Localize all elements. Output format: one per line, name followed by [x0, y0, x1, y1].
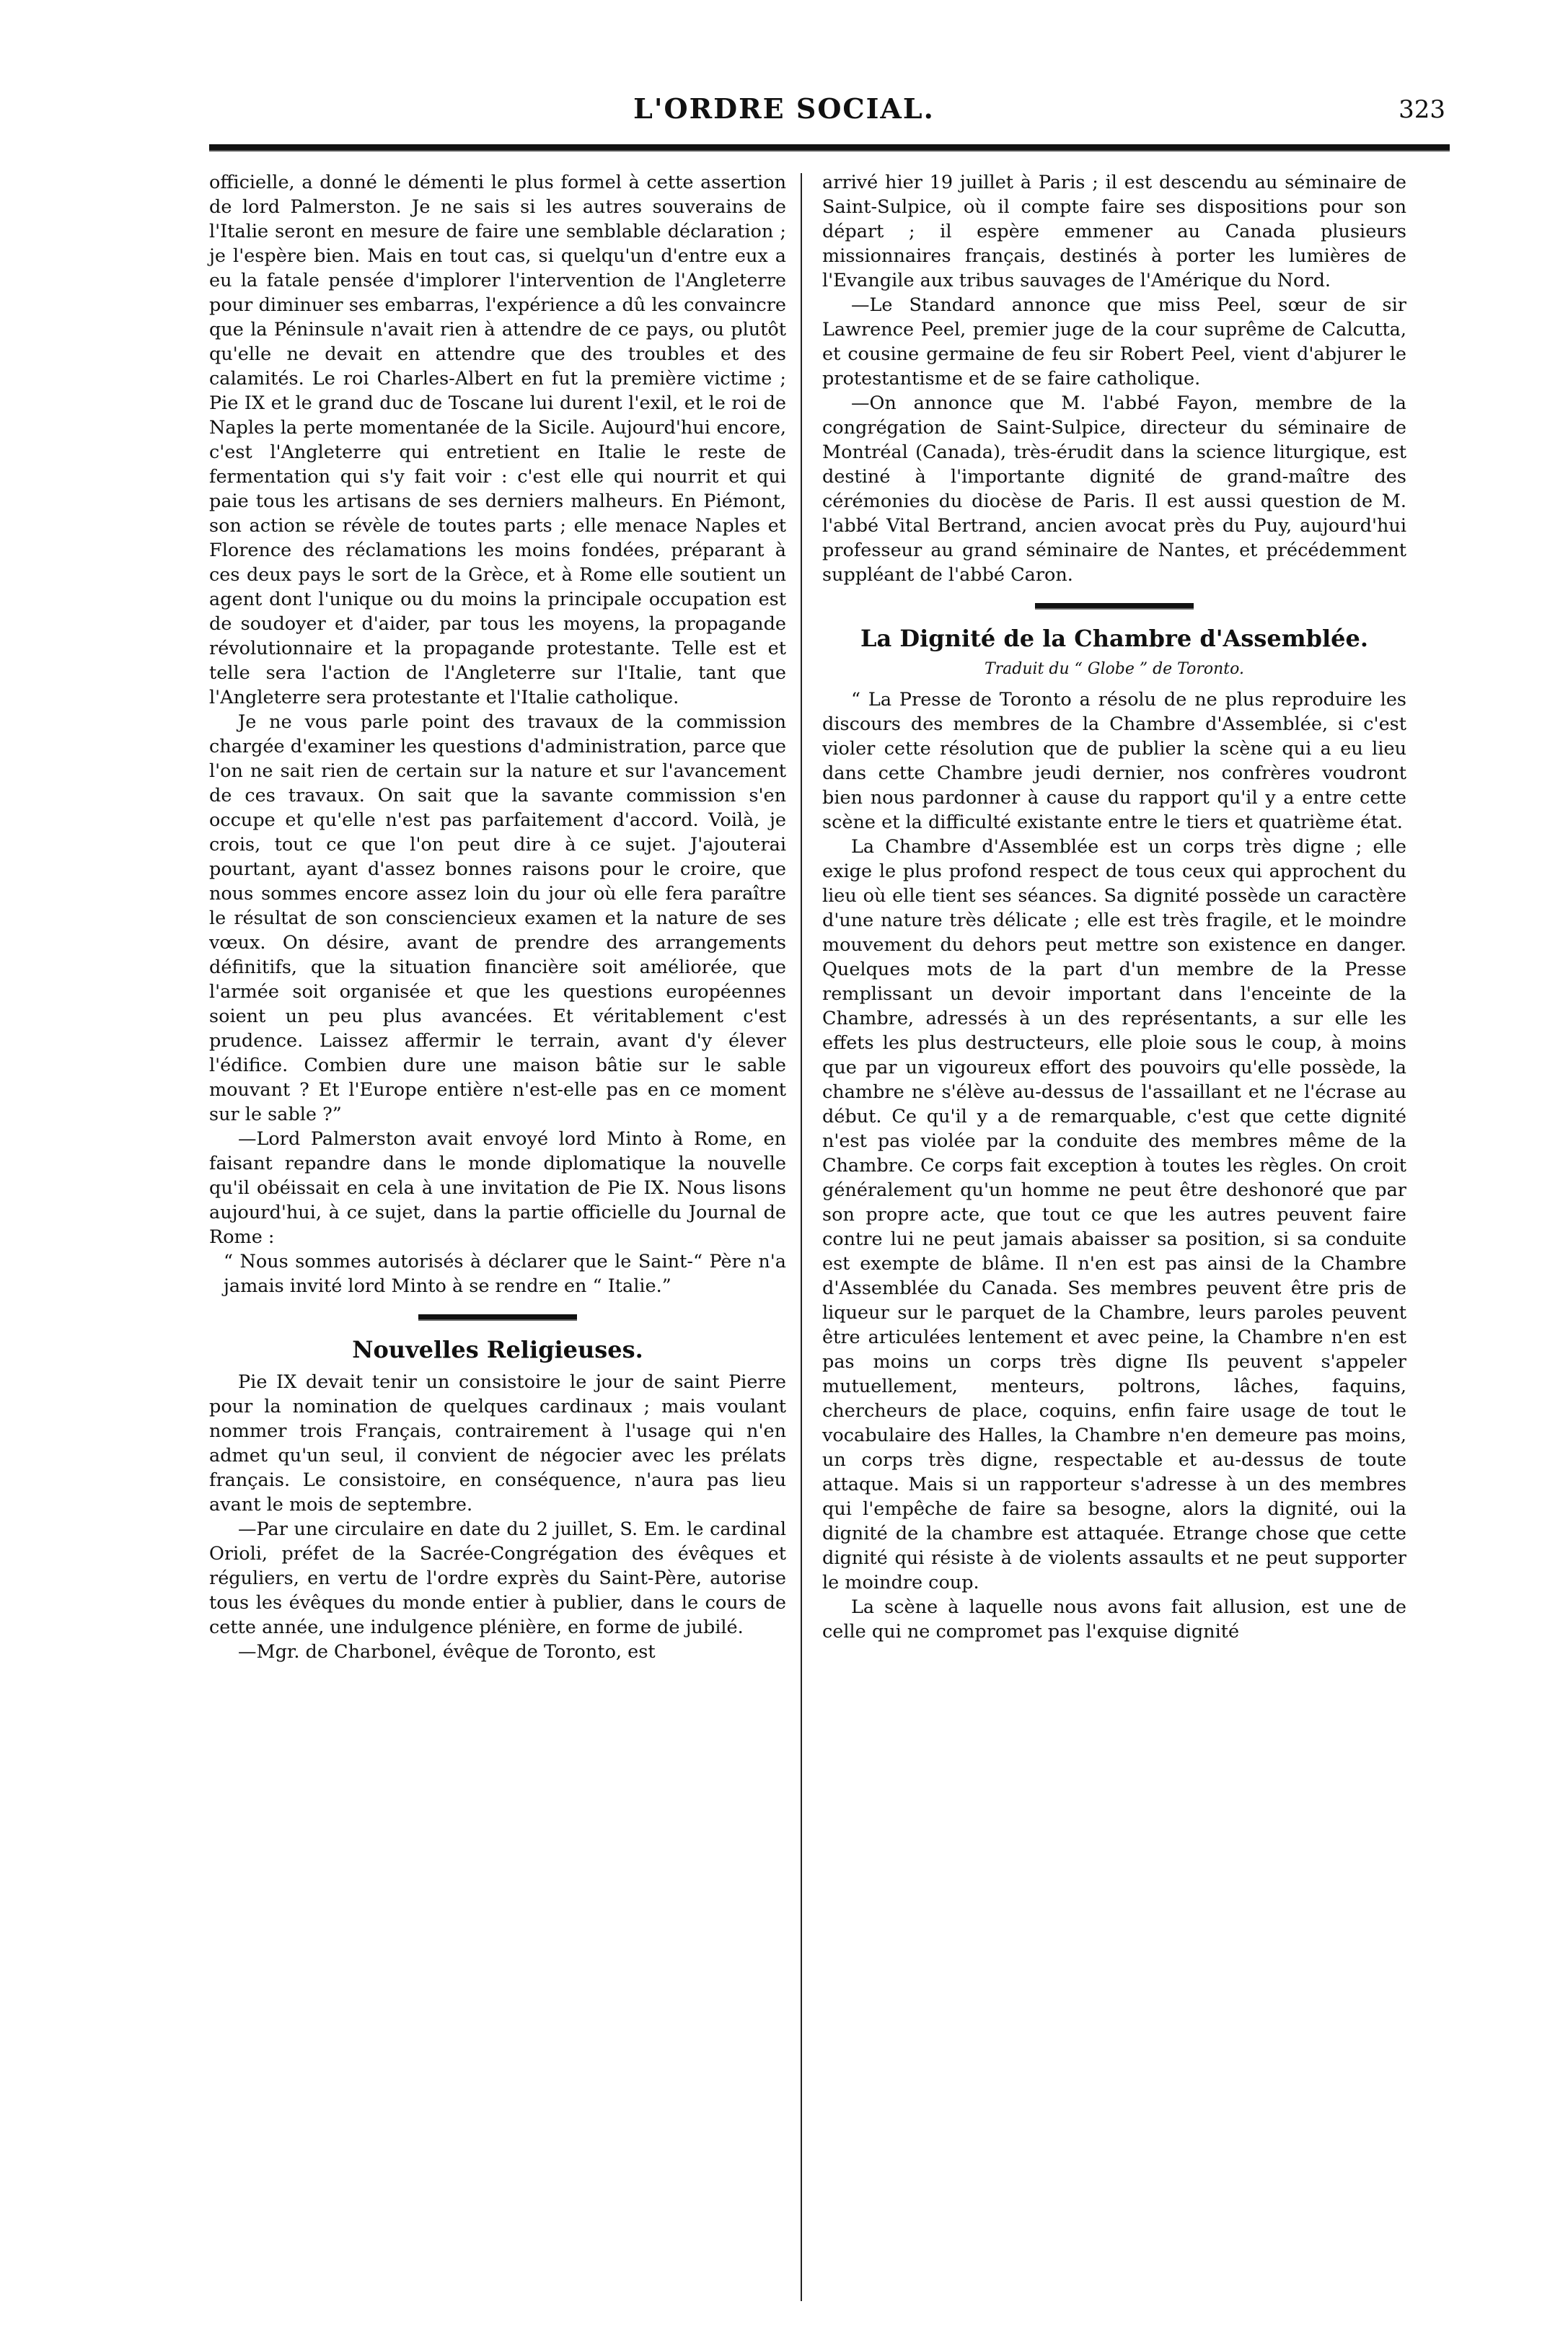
section-title-dignite-chambre: La Dignité de la Chambre d'Assemblée. — [860, 625, 1368, 652]
section-title-nouvelles-religieuses: Nouvelles Religieuses. — [352, 1336, 643, 1363]
column-divider — [801, 173, 802, 2301]
section-divider — [1035, 603, 1194, 610]
section-subtitle: Traduit du “ Globe ” de Toronto. — [984, 660, 1245, 678]
left-column — [209, 170, 786, 2305]
article-paragraph: —Lord Palmerston avait envoyé lord Minto à Rome, en faisant repandre dans le monde diplomatique la nouvelle qu'il obéissait en cela à une invitation de Pie IX. Nous lisons aujourd'hui, à ce sujet, dans la partie officielle du Journal de Rome : — [209, 1128, 786, 1248]
news-item: —Mgr. de Charbonel, évêque de Toronto, est — [238, 1641, 656, 1663]
section-divider — [418, 1314, 577, 1321]
running-head — [0, 92, 1568, 136]
article-paragraph: Je ne vous parle point des travaux de la commission chargée d'examiner les questions d'administration, parce que l'on ne sait rien de certain sur la nature et sur l'avancement de ces travaux. On sait que la savante commission s'en occupe et qu'elle n'est pas parfaitement d'accord. Voilà, je crois, tout ce que l'on peut dire à ce sujet. J'ajouterai pourtant, ayant d'assez bonnes raisons pour le croire, que nous sommes encore assez loin du jour où elle fera paraître le résultat de son consciencieux examen et la nature de ses vœux. On désire, avant de prendre des arrangements définitifs, que la situation financière soit améliorée, que l'armée soit organisée et que les questions européennes soient un peu plus avancées. Et véritablement c'est prudence. Laissez affermir le terrain, avant d'y élever l'édifice. Combien dure une maison bâtie sur le sable mouvant ? Et l'Europe entière n'est-elle pas en ce moment sur le sable ?” — [209, 711, 786, 1125]
news-item: arrivé hier 19 juillet à Paris ; il est descendu au séminaire de Saint-Sulpice, où il compte faire ses dispositions pour son départ ; il espère emmener au Canada plusieurs missionnaires français, destinés à porter les lumières de l'Evangile aux tribus sauvages de l'Amérique du Nord. — [822, 172, 1406, 291]
page-number: 323 — [1399, 95, 1445, 124]
article-paragraph: “ La Presse de Toronto a résolu de ne plus reproduire les discours des membres de la Chambre d'Assemblée, si c'est violer cette résolution que de publier la scène qui a eu lieu dans cette Chambre jeudi dernier, nos confrères voudront bien nous pardonner à cause du rapport qu'il y a entre cette scène et la difficulté existante entre le tiers et quatrième état. — [822, 689, 1406, 833]
article-paragraph: La Chambre d'Assemblée est un corps très digne ; elle exige le plus profond respect de tous ceux qui approchent du lieu où elle tient ses séances. Sa dignité possède un caractère d'une nature très délicate ; elle est très fragile, et le moindre mouvement du dehors peut mettre son existence en danger. Quelques mots de la part d'un membre de la Presse remplissant un devoir important dans l'enceinte de la Chambre, adressés à un des représentants, a sur elle les effets les plus destructeurs, elle ploie sous le coup, à moins que par un vigoureux effort des pouvoirs qu'elle possède, la chambre ne s'élève au-dessus de l'assaillant et ne l'écrase au début. Ce qu'il y a de remarquable, c'est que cette dignité n'est pas violée par la conduite des membres même de la Chambre. Ce corps fait exception à toutes les règles. On croit généralement qu'un homme ne peut être deshonoré que par son propre acte, que tout ce que les autres peuvent faire contre lui ne peut jamais abaisser sa position, si sa conduite est exempte de blâme. Il n'en est pas ainsi de la Chambre d'Assemblée du Canada. Ses membres peuvent être pris de liqueur sur le parquet de la Chambre, leurs paroles peuvent être articulées lentement et avec peine, la Chambre n'en est pas moins un corps très digne Ils peuvent s'appeler mutuellement, menteurs, poltrons, lâches, faquins, chercheurs de place, coquins, enfin faire usage de tout le vocabulaire des Halles, la Chambre n'en demeure pas moins, un corps très digne, respectable et au-dessus de toute attaque. Mais si un rapporteur s'adresse à un des membres qui l'empêche de faire sa besogne, alors la dignité, oui la dignité de la chambre est attaquée. Etrange chose que cette dignité qui résiste à de violents assaults et ne peut supporter le moindre coup. — [822, 836, 1406, 1593]
article-paragraph: La scène à laquelle nous avons fait allusion, est une de celle qui ne compromet pas l'exquise dignité — [822, 1596, 1406, 1643]
article-paragraph: officielle, a donné le démenti le plus formel à cette assertion de lord Palmerston. Je ne sais si les autres souverains de l'Italie seront en mesure de faire une semblable déclaration ; je l'espère bien. Mais en tout cas, si quelqu'un d'entre eux a eu la fatale pensée d'implorer l'intervention de l'Angleterre pour diminuer ses embarras, l'expérience a dû les convaincre que la Péninsule n'avait rien à attendre de ce pays, ou plutôt qu'elle ne devait en attendre que des troubles et des calamités. Le roi Charles-Albert en fut la première victime ; Pie IX et le grand duc de Toscane lui durent l'exil, et le roi de Naples la perte momentanée de la Sicile. Aujourd'hui encore, c'est l'Angleterre qui entretient en Italie le reste de fermentation qui s'y fait voir : c'est elle qui nourrit et qui paie tous les artisans de ses derniers malheurs. En Piémont, son action se révèle de toutes parts ; elle menace Naples et Florence des réclamations les moins fondées, préparant à ces deux pays le sort de la Grèce, et à Rome elle soutient un agent dont l'unique ou du moins la principale occupation est de soudoyer et d'aider, par tous les moyens, la propagande révolutionnaire et la propagande protestante. Telle est et telle sera l'action de l'Angleterre sur l'Italie, tant que l'Angleterre sera protestante et l'Italie catholique. — [209, 172, 786, 708]
right-column — [822, 170, 1406, 2305]
news-item: —Par une circulaire en date du 2 juillet, S. Em. le cardinal Orioli, préfet de la Sacrée-Congrégation des évêques et réguliers, en vertu de l'ordre exprès du Saint-Père, autorise tous les évêques du monde entier à publier, dans le cours de cette année, une indulgence plénière, en forme de jubilé. — [209, 1518, 786, 1638]
header-rule — [209, 144, 1450, 151]
news-item: —On annonce que M. l'abbé Fayon, membre de la congrégation de Saint-Sulpice, directeur du séminaire de Montréal (Canada), très-érudit dans la science liturgique, est destiné à l'importante dignité de grand-maître des cérémonies du diocèse de Paris. Il est aussi question de M. l'abbé Vital Bertrand, ancien avocat près du Puy, aujourd'hui professeur au grand séminaire de Nantes, et précédemment suppléant de l'abbé Caron. — [822, 392, 1406, 586]
news-item: Pie IX devait tenir un consistoire le jour de saint Pierre pour la nomination de quelques cardinaux ; mais voulant nommer trois Français, contrairement à l'usage qui n'en admet qu'un seul, il convient de négocier avec les prélats français. Le consistoire, en conséquence, n'aura pas lieu avant le mois de septembre. — [209, 1371, 786, 1516]
quoted-declaration: “ Nous sommes autorisés à déclarer que le Saint-“ Père n'a jamais invité lord Minto à se rendre en “ Italie.” — [224, 1251, 786, 1297]
journal-title: L'ORDRE SOCIAL. — [633, 92, 935, 125]
news-item: —Le Standard annonce que miss Peel, sœur de sir Lawrence Peel, premier juge de la cour suprême de Calcutta, et cousine germaine de feu sir Robert Peel, vient d'abjurer le protestantisme et de se faire catholique. — [822, 294, 1406, 390]
